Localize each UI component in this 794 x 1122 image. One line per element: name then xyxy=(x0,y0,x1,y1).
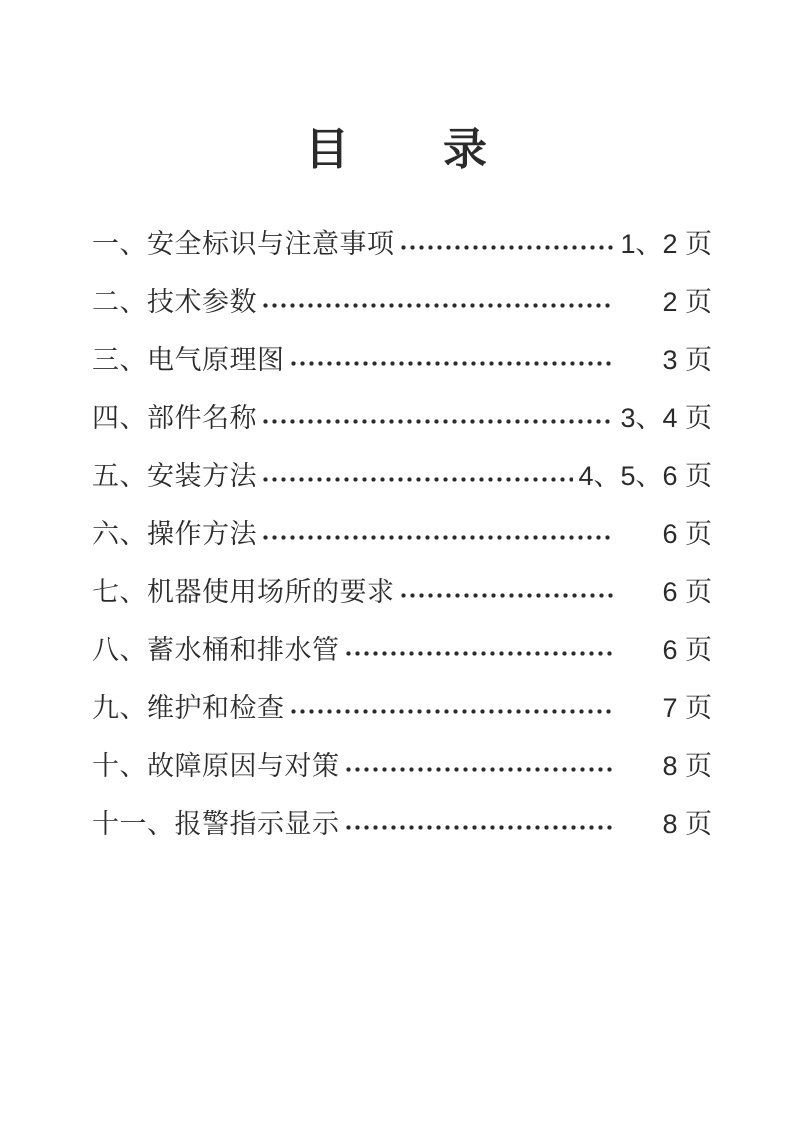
toc-entry-label: 五、安装方法 xyxy=(92,461,257,491)
dot-leader xyxy=(344,751,614,781)
toc-entry xyxy=(92,577,712,607)
toc-entry-label: 一、安全标识与注意事项 xyxy=(92,229,395,259)
toc-entry xyxy=(92,287,712,317)
toc-entry-pages: 2 页 xyxy=(662,287,712,317)
dot-leader xyxy=(261,403,613,433)
toc-entry-label: 六、操作方法 xyxy=(92,519,257,549)
toc-entry-label: 十一、报警指示显示 xyxy=(92,809,340,839)
toc-entry xyxy=(92,751,712,781)
toc-entry-label: 二、技术参数 xyxy=(92,287,257,317)
toc-entry-label: 七、机器使用场所的要求 xyxy=(92,577,395,607)
toc-entry-pages: 8 页 xyxy=(662,809,712,839)
dot-leader xyxy=(261,461,573,491)
toc-entry-label: 三、电气原理图 xyxy=(92,345,285,375)
toc-entry xyxy=(92,635,712,665)
toc-entry-label: 十、故障原因与对策 xyxy=(92,751,340,781)
toc-entry-label: 四、部件名称 xyxy=(92,403,257,433)
page-title: 目 录 xyxy=(305,125,489,174)
dot-leader xyxy=(261,287,613,317)
toc-entry xyxy=(92,693,712,723)
toc-entry-pages: 6 页 xyxy=(662,635,712,665)
dot-leader xyxy=(399,229,614,259)
toc-entry-label: 八、蓄水桶和排水管 xyxy=(92,635,340,665)
toc-entry-pages: 8 页 xyxy=(662,751,712,781)
toc-entry xyxy=(92,809,712,839)
toc-entry xyxy=(92,519,712,549)
toc-entry-pages: 6 页 xyxy=(662,519,712,549)
toc-entry xyxy=(92,229,712,259)
toc-entry xyxy=(92,461,712,491)
dot-leader xyxy=(344,809,614,839)
dot-leader xyxy=(399,577,614,607)
dot-leader xyxy=(344,635,614,665)
toc-entry-pages: 4、5、6 页 xyxy=(578,461,712,491)
dot-leader xyxy=(289,345,614,375)
dot-leader xyxy=(261,519,613,549)
toc-entry-pages: 3 页 xyxy=(662,345,712,375)
toc-entry-pages: 7 页 xyxy=(662,693,712,723)
table-of-contents xyxy=(92,229,712,839)
toc-entry xyxy=(92,345,712,375)
toc-entry-pages: 6 页 xyxy=(662,577,712,607)
toc-entry-pages: 1、2 页 xyxy=(620,229,712,259)
toc-entry xyxy=(92,403,712,433)
dot-leader xyxy=(289,693,614,723)
toc-entry-pages: 3、4 页 xyxy=(620,403,712,433)
toc-entry-label: 九、维护和检查 xyxy=(92,693,285,723)
